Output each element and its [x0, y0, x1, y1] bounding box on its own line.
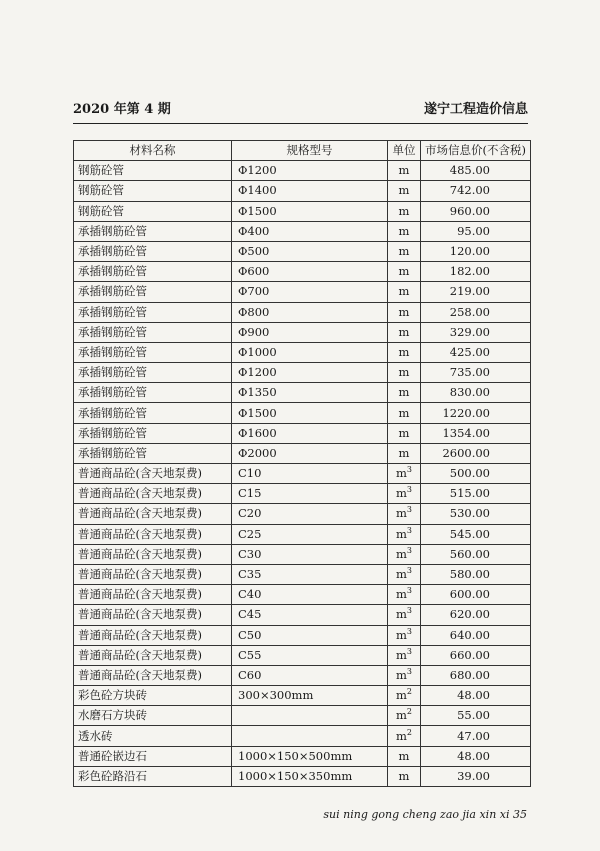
- cell-price: 219.00: [421, 282, 531, 302]
- cell-price: 48.00: [421, 746, 531, 766]
- cell-spec: C40: [232, 585, 388, 605]
- unit-text: m: [398, 264, 410, 279]
- col-header-name: 材料名称: [74, 141, 232, 161]
- table-row: [74, 342, 531, 362]
- cell-spec: 300×300mm: [232, 686, 388, 706]
- cell-spec: Φ1200: [232, 363, 388, 383]
- cell-spec: C15: [232, 484, 388, 504]
- cell-price: 545.00: [421, 524, 531, 544]
- cell-material-name: 普通砼嵌边石: [74, 746, 232, 766]
- table-row: [74, 282, 531, 302]
- table-row: [74, 766, 531, 786]
- cell-unit: [388, 282, 421, 302]
- cell-unit: [388, 423, 421, 443]
- table-row: [74, 605, 531, 625]
- cell-unit: [388, 484, 421, 504]
- unit-text: m: [396, 627, 407, 642]
- cell-price: 182.00: [421, 262, 531, 282]
- table-row: [74, 706, 531, 726]
- unit-text: m: [396, 466, 407, 481]
- unit-text: m: [396, 667, 407, 682]
- cell-unit: [388, 504, 421, 524]
- table-row: [74, 625, 531, 645]
- unit-text: m: [398, 203, 410, 218]
- table-row: [74, 726, 531, 746]
- unit-text: m: [396, 688, 407, 703]
- cell-price: 620.00: [421, 605, 531, 625]
- cell-price: 120.00: [421, 241, 531, 261]
- unit-exponent: 3: [406, 606, 412, 616]
- cell-unit: [388, 625, 421, 645]
- cell-price: 47.00: [421, 726, 531, 746]
- table-row: [74, 383, 531, 403]
- col-header-price: 市场信息价(不含税): [421, 141, 531, 161]
- cell-unit: [388, 605, 421, 625]
- table-row: [74, 403, 531, 423]
- cell-material-name: 钢筋砼管: [74, 181, 232, 201]
- cell-price: 600.00: [421, 585, 531, 605]
- table-row: [74, 665, 531, 685]
- table-row: [74, 322, 531, 342]
- cell-material-name: 普通商品砼(含天地泵费): [74, 665, 232, 685]
- cell-material-name: 承插钢筋砼管: [74, 241, 232, 261]
- unit-exponent: 3: [406, 546, 412, 556]
- cell-price: 500.00: [421, 464, 531, 484]
- cell-material-name: 水磨石方块砖: [74, 706, 232, 726]
- cell-unit: [388, 706, 421, 726]
- cell-material-name: 钢筋砼管: [74, 201, 232, 221]
- table-row: [74, 423, 531, 443]
- unit-exponent: 3: [406, 505, 412, 515]
- unit-exponent: 3: [406, 667, 412, 677]
- table-row: [74, 464, 531, 484]
- cell-spec: [232, 726, 388, 746]
- unit-text: m: [398, 304, 410, 319]
- cell-material-name: 承插钢筋砼管: [74, 342, 232, 362]
- cell-unit: [388, 221, 421, 241]
- unit-exponent: 2: [406, 707, 412, 717]
- cell-price: 660.00: [421, 645, 531, 665]
- col-header-unit: 单位: [388, 141, 421, 161]
- cell-material-name: 普通商品砼(含天地泵费): [74, 504, 232, 524]
- cell-spec: Φ2000: [232, 443, 388, 463]
- table-row: [74, 484, 531, 504]
- header-rule: [73, 123, 528, 124]
- unit-exponent: 2: [406, 687, 412, 697]
- cell-spec: C35: [232, 564, 388, 584]
- unit-text: m: [396, 546, 407, 561]
- cell-material-name: 普通商品砼(含天地泵费): [74, 544, 232, 564]
- cell-spec: C50: [232, 625, 388, 645]
- unit-text: m: [398, 244, 410, 259]
- cell-spec: Φ400: [232, 221, 388, 241]
- cell-unit: [388, 161, 421, 181]
- cell-spec: Φ900: [232, 322, 388, 342]
- cell-unit: [388, 181, 421, 201]
- cell-spec: C30: [232, 544, 388, 564]
- table-row: [74, 241, 531, 261]
- table-row: [74, 262, 531, 282]
- cell-spec: Φ1600: [232, 423, 388, 443]
- table-row: [74, 544, 531, 564]
- cell-material-name: 承插钢筋砼管: [74, 423, 232, 443]
- cell-material-name: 承插钢筋砼管: [74, 322, 232, 342]
- unit-exponent: 3: [406, 566, 412, 576]
- cell-material-name: 普通商品砼(含天地泵费): [74, 464, 232, 484]
- cell-material-name: 承插钢筋砼管: [74, 282, 232, 302]
- cell-price: 735.00: [421, 363, 531, 383]
- unit-text: m: [398, 163, 410, 178]
- cell-spec: [232, 706, 388, 726]
- cell-unit: [388, 686, 421, 706]
- cell-unit: [388, 383, 421, 403]
- cell-unit: [388, 262, 421, 282]
- cell-price: 39.00: [421, 766, 531, 786]
- price-table: [73, 140, 531, 787]
- table-row: [74, 221, 531, 241]
- unit-text: m: [396, 526, 407, 541]
- table-row: [74, 161, 531, 181]
- table-row: [74, 524, 531, 544]
- unit-text: m: [396, 708, 407, 723]
- cell-spec: Φ1500: [232, 201, 388, 221]
- cell-unit: [388, 524, 421, 544]
- cell-spec: C10: [232, 464, 388, 484]
- unit-exponent: 3: [406, 465, 412, 475]
- cell-spec: C60: [232, 665, 388, 685]
- cell-unit: [388, 645, 421, 665]
- cell-price: 55.00: [421, 706, 531, 726]
- unit-text: m: [398, 405, 410, 420]
- cell-unit: [388, 746, 421, 766]
- cell-material-name: 普通商品砼(含天地泵费): [74, 645, 232, 665]
- cell-spec: C20: [232, 504, 388, 524]
- page-footer: sui ning gong cheng zao jia xin xi 35: [323, 808, 527, 821]
- cell-material-name: 普通商品砼(含天地泵费): [74, 625, 232, 645]
- cell-spec: Φ500: [232, 241, 388, 261]
- unit-text: m: [396, 728, 407, 743]
- table-row: [74, 746, 531, 766]
- cell-price: 680.00: [421, 665, 531, 685]
- cell-unit: [388, 766, 421, 786]
- cell-material-name: 承插钢筋砼管: [74, 443, 232, 463]
- cell-spec: Φ1000: [232, 342, 388, 362]
- table-row: [74, 443, 531, 463]
- cell-unit: [388, 464, 421, 484]
- cell-price: 95.00: [421, 221, 531, 241]
- unit-text: m: [396, 647, 407, 662]
- cell-material-name: 普通商品砼(含天地泵费): [74, 605, 232, 625]
- cell-unit: [388, 363, 421, 383]
- table-row: [74, 686, 531, 706]
- unit-text: m: [398, 183, 410, 198]
- issue-label: 2020 年第 4 期: [73, 102, 171, 117]
- table-row: [74, 564, 531, 584]
- unit-exponent: 3: [406, 586, 412, 596]
- cell-price: 830.00: [421, 383, 531, 403]
- unit-text: m: [398, 365, 410, 380]
- unit-text: m: [396, 567, 407, 582]
- cell-unit: [388, 665, 421, 685]
- unit-text: m: [398, 344, 410, 359]
- cell-material-name: 普通商品砼(含天地泵费): [74, 564, 232, 584]
- unit-text: m: [398, 445, 410, 460]
- unit-text: m: [398, 748, 410, 763]
- cell-spec: Φ1350: [232, 383, 388, 403]
- cell-unit: [388, 342, 421, 362]
- cell-material-name: 彩色砼方块砖: [74, 686, 232, 706]
- cell-unit: [388, 403, 421, 423]
- unit-text: m: [396, 506, 407, 521]
- cell-spec: Φ1200: [232, 161, 388, 181]
- unit-text: m: [398, 425, 410, 440]
- cell-spec: Φ800: [232, 302, 388, 322]
- unit-exponent: 3: [406, 525, 412, 535]
- unit-exponent: 3: [406, 646, 412, 656]
- cell-price: 48.00: [421, 686, 531, 706]
- cell-spec: C25: [232, 524, 388, 544]
- cell-material-name: 普通商品砼(含天地泵费): [74, 585, 232, 605]
- cell-unit: [388, 443, 421, 463]
- cell-price: 1220.00: [421, 403, 531, 423]
- page-header: [73, 98, 528, 122]
- unit-exponent: 2: [406, 727, 412, 737]
- cell-material-name: 承插钢筋砼管: [74, 363, 232, 383]
- cell-material-name: 承插钢筋砼管: [74, 221, 232, 241]
- unit-text: m: [398, 385, 410, 400]
- cell-price: 2600.00: [421, 443, 531, 463]
- table-row: [74, 585, 531, 605]
- cell-spec: Φ600: [232, 262, 388, 282]
- cell-unit: [388, 726, 421, 746]
- cell-material-name: 承插钢筋砼管: [74, 383, 232, 403]
- cell-material-name: 普通商品砼(含天地泵费): [74, 484, 232, 504]
- cell-price: 530.00: [421, 504, 531, 524]
- table-row: [74, 302, 531, 322]
- cell-material-name: 钢筋砼管: [74, 161, 232, 181]
- unit-text: m: [398, 324, 410, 339]
- cell-spec: C45: [232, 605, 388, 625]
- cell-price: 640.00: [421, 625, 531, 645]
- cell-unit: [388, 544, 421, 564]
- cell-spec: 1000×150×500mm: [232, 746, 388, 766]
- col-header-spec: 规格型号: [232, 141, 388, 161]
- unit-text: m: [398, 223, 410, 238]
- unit-text: m: [396, 587, 407, 602]
- cell-material-name: 承插钢筋砼管: [74, 262, 232, 282]
- cell-spec: 1000×150×350mm: [232, 766, 388, 786]
- cell-price: 485.00: [421, 161, 531, 181]
- cell-price: 425.00: [421, 342, 531, 362]
- cell-spec: Φ700: [232, 282, 388, 302]
- cell-unit: [388, 564, 421, 584]
- table-row: [74, 181, 531, 201]
- cell-price: 515.00: [421, 484, 531, 504]
- cell-spec: C55: [232, 645, 388, 665]
- cell-unit: [388, 201, 421, 221]
- publication-title: 遂宁工程造价信息: [423, 102, 528, 117]
- unit-text: m: [396, 486, 407, 501]
- cell-unit: [388, 241, 421, 261]
- unit-exponent: 3: [406, 485, 412, 495]
- cell-price: 960.00: [421, 201, 531, 221]
- table-row: [74, 201, 531, 221]
- unit-exponent: 3: [406, 626, 412, 636]
- cell-spec: Φ1400: [232, 181, 388, 201]
- cell-material-name: 承插钢筋砼管: [74, 403, 232, 423]
- cell-price: 742.00: [421, 181, 531, 201]
- cell-material-name: 彩色砼路沿石: [74, 766, 232, 786]
- cell-unit: [388, 322, 421, 342]
- cell-price: 1354.00: [421, 423, 531, 443]
- cell-price: 258.00: [421, 302, 531, 322]
- unit-text: m: [398, 284, 410, 299]
- table-header-row: [74, 141, 531, 161]
- cell-price: 560.00: [421, 544, 531, 564]
- table-row: [74, 363, 531, 383]
- cell-unit: [388, 302, 421, 322]
- table-row: [74, 645, 531, 665]
- cell-price: 329.00: [421, 322, 531, 342]
- unit-text: m: [398, 768, 410, 783]
- unit-text: m: [396, 607, 407, 622]
- cell-material-name: 普通商品砼(含天地泵费): [74, 524, 232, 544]
- cell-spec: Φ1500: [232, 403, 388, 423]
- cell-material-name: 透水砖: [74, 726, 232, 746]
- cell-unit: [388, 585, 421, 605]
- table-row: [74, 504, 531, 524]
- cell-price: 580.00: [421, 564, 531, 584]
- cell-material-name: 承插钢筋砼管: [74, 302, 232, 322]
